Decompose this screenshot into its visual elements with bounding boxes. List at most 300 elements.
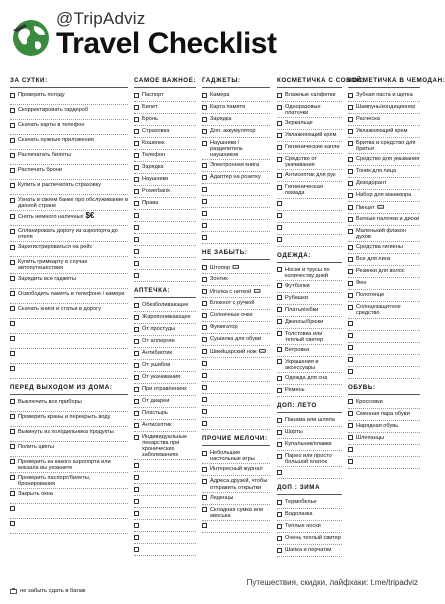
checklist-item[interactable]	[134, 508, 196, 520]
checkbox[interactable]	[277, 454, 282, 459]
checkbox[interactable]	[202, 211, 207, 216]
checklist-item[interactable]	[134, 460, 196, 472]
checkbox[interactable]	[277, 524, 282, 529]
checkbox[interactable]	[134, 423, 139, 428]
checkbox[interactable]	[134, 165, 139, 170]
checklist-item[interactable]	[10, 90, 128, 105]
checklist-item[interactable]	[10, 120, 128, 135]
checkbox[interactable]	[277, 442, 282, 447]
checklist-item[interactable]	[277, 281, 342, 293]
checkbox[interactable]	[134, 93, 139, 98]
checkbox[interactable]	[134, 411, 139, 416]
checklist-item[interactable]	[134, 138, 196, 150]
checkbox[interactable]	[202, 277, 207, 282]
checkbox[interactable]	[10, 491, 15, 496]
checklist-item[interactable]	[277, 415, 342, 427]
checkbox[interactable]	[277, 418, 282, 423]
checklist-item[interactable]	[277, 223, 342, 235]
checkbox[interactable]	[10, 260, 15, 265]
checkbox[interactable]	[134, 499, 139, 504]
checklist-item[interactable]	[134, 432, 196, 460]
checklist-item[interactable]	[10, 442, 128, 457]
checkbox[interactable]	[277, 93, 282, 98]
checklist-item[interactable]	[202, 370, 270, 382]
checklist-item[interactable]	[10, 397, 128, 412]
checkbox[interactable]	[134, 339, 139, 344]
checkbox[interactable]	[277, 133, 282, 138]
checklist-item[interactable]	[134, 520, 196, 532]
checkbox[interactable]	[277, 359, 282, 364]
checkbox[interactable]	[134, 463, 139, 468]
checklist-item[interactable]	[134, 198, 196, 210]
checklist-item[interactable]	[134, 222, 196, 234]
checklist-item[interactable]	[202, 196, 270, 208]
checkbox[interactable]	[134, 117, 139, 122]
checklist-item[interactable]	[202, 382, 270, 394]
checklist-item[interactable]	[348, 421, 420, 433]
checklist-item[interactable]	[348, 355, 420, 367]
checkbox[interactable]	[134, 327, 139, 332]
checkbox[interactable]	[10, 168, 15, 173]
checklist-item[interactable]	[348, 90, 420, 102]
checkbox[interactable]	[202, 397, 207, 402]
checkbox[interactable]	[134, 273, 139, 278]
checklist-item[interactable]	[134, 150, 196, 162]
checkbox[interactable]	[277, 512, 282, 517]
checkbox[interactable]	[10, 459, 15, 464]
checkbox[interactable]	[348, 257, 353, 262]
checkbox[interactable]	[134, 535, 139, 540]
checkbox[interactable]	[348, 345, 353, 350]
checklist-item[interactable]	[202, 505, 270, 521]
checklist-item[interactable]	[202, 406, 270, 418]
checkbox[interactable]	[10, 306, 15, 311]
checkbox[interactable]	[348, 435, 353, 440]
checkbox[interactable]	[10, 229, 15, 234]
checkbox[interactable]	[10, 366, 15, 371]
checklist-item[interactable]	[202, 358, 270, 370]
checklist-item[interactable]	[277, 118, 342, 130]
checkbox[interactable]	[277, 121, 282, 126]
checkbox[interactable]	[10, 291, 15, 296]
checklist-item[interactable]	[277, 509, 342, 521]
checklist-item[interactable]	[134, 532, 196, 544]
checklist-item[interactable]	[348, 178, 420, 190]
checklist-item[interactable]	[10, 150, 128, 165]
checklist-item[interactable]	[277, 427, 342, 439]
checklist-item[interactable]	[202, 262, 270, 274]
checkbox[interactable]	[202, 337, 207, 342]
checkbox[interactable]	[134, 351, 139, 356]
checkbox[interactable]	[277, 548, 282, 553]
checkbox[interactable]	[202, 105, 207, 110]
checklist-item[interactable]	[10, 412, 128, 427]
checklist-item[interactable]	[348, 242, 420, 254]
checkbox[interactable]	[134, 141, 139, 146]
checkbox[interactable]	[10, 276, 15, 281]
checkbox[interactable]	[134, 129, 139, 134]
checkbox[interactable]	[134, 475, 139, 480]
checklist-item[interactable]	[134, 324, 196, 336]
checkbox[interactable]	[202, 235, 207, 240]
checkbox[interactable]	[348, 245, 353, 250]
checklist-item[interactable]	[134, 408, 196, 420]
checklist-item[interactable]	[134, 270, 196, 282]
checkbox[interactable]	[134, 435, 139, 440]
checklist-item[interactable]	[202, 208, 270, 220]
checkbox[interactable]	[134, 213, 139, 218]
checklist-item[interactable]	[348, 457, 420, 469]
checklist-item[interactable]	[277, 451, 342, 467]
checkbox[interactable]	[277, 213, 282, 218]
checklist-item[interactable]	[202, 493, 270, 505]
checkbox[interactable]	[10, 429, 15, 434]
checklist-item[interactable]	[277, 142, 342, 154]
checkbox[interactable]	[10, 93, 15, 98]
checkbox[interactable]	[202, 507, 207, 512]
checklist-item[interactable]	[134, 246, 196, 258]
checkbox[interactable]	[10, 336, 15, 341]
checklist-item[interactable]	[348, 254, 420, 266]
checklist-item[interactable]	[202, 346, 270, 358]
checklist-item[interactable]	[134, 360, 196, 372]
checklist-item[interactable]	[348, 331, 420, 343]
checkbox[interactable]	[134, 249, 139, 254]
checkbox[interactable]	[134, 523, 139, 528]
checkbox[interactable]	[277, 185, 282, 190]
checkbox[interactable]	[202, 301, 207, 306]
checklist-item[interactable]	[10, 427, 128, 442]
checklist-item[interactable]	[134, 162, 196, 174]
checkbox[interactable]	[277, 173, 282, 178]
checklist-item[interactable]	[348, 397, 420, 409]
checkbox[interactable]	[202, 187, 207, 192]
checkbox[interactable]	[10, 351, 15, 356]
checklist-item[interactable]	[277, 130, 342, 142]
checkbox[interactable]	[202, 385, 207, 390]
checkbox[interactable]	[277, 331, 282, 336]
checklist-item[interactable]	[134, 496, 196, 508]
checkbox[interactable]	[134, 153, 139, 158]
checklist-item[interactable]	[202, 126, 270, 138]
checkbox[interactable]	[10, 521, 15, 526]
checkbox[interactable]	[277, 295, 282, 300]
checklist-item[interactable]	[277, 199, 342, 211]
checklist-item[interactable]	[10, 364, 128, 379]
checklist-item[interactable]	[348, 433, 420, 445]
checklist-item[interactable]	[348, 154, 420, 166]
checklist-item[interactable]	[277, 211, 342, 223]
checkbox[interactable]	[10, 399, 15, 404]
checklist-item[interactable]	[10, 105, 128, 120]
checkbox[interactable]	[202, 373, 207, 378]
checkbox[interactable]	[134, 177, 139, 182]
checkbox[interactable]	[348, 117, 353, 122]
checklist-item[interactable]	[277, 521, 342, 533]
checkbox[interactable]	[10, 198, 15, 203]
checkbox[interactable]	[10, 321, 15, 326]
checkbox[interactable]	[277, 225, 282, 230]
checkbox[interactable]	[348, 157, 353, 162]
checkbox[interactable]	[348, 141, 353, 146]
checklist-item[interactable]	[10, 211, 128, 226]
checkbox[interactable]	[10, 214, 15, 219]
checklist-item[interactable]	[10, 319, 128, 334]
checklist-item[interactable]	[134, 348, 196, 360]
checkbox[interactable]	[202, 117, 207, 122]
checkbox[interactable]	[202, 223, 207, 228]
checkbox[interactable]	[134, 547, 139, 552]
checkbox[interactable]	[202, 421, 207, 426]
checklist-item[interactable]	[10, 473, 128, 489]
checkbox[interactable]	[10, 138, 15, 143]
checklist-item[interactable]	[202, 418, 270, 430]
checklist-item[interactable]	[134, 336, 196, 348]
checkbox[interactable]	[10, 475, 15, 480]
checklist-item[interactable]	[348, 190, 420, 202]
checkbox[interactable]	[134, 225, 139, 230]
checkbox[interactable]	[10, 153, 15, 158]
checklist-item[interactable]	[202, 232, 270, 244]
checklist-item[interactable]	[134, 210, 196, 222]
checklist-item[interactable]	[202, 274, 270, 286]
checklist-item[interactable]	[348, 214, 420, 226]
checkbox[interactable]	[348, 423, 353, 428]
checklist-item[interactable]	[348, 343, 420, 355]
checklist-item[interactable]	[10, 257, 128, 273]
checklist-item[interactable]	[134, 384, 196, 396]
checklist-item[interactable]	[134, 472, 196, 484]
checklist-item[interactable]	[277, 385, 342, 397]
checklist-item[interactable]	[10, 289, 128, 304]
checklist-item[interactable]	[134, 234, 196, 246]
checkbox[interactable]	[277, 237, 282, 242]
checkbox[interactable]	[202, 361, 207, 366]
checkbox[interactable]	[202, 467, 207, 472]
checklist-item[interactable]	[134, 544, 196, 556]
checklist-item[interactable]	[202, 172, 270, 184]
checkbox[interactable]	[348, 357, 353, 362]
checklist-item[interactable]	[277, 182, 342, 198]
checklist-item[interactable]	[202, 286, 270, 298]
checkbox[interactable]	[348, 305, 353, 310]
checkbox[interactable]	[134, 201, 139, 206]
checkbox[interactable]	[134, 105, 139, 110]
checklist-item[interactable]	[202, 464, 270, 476]
checklist-item[interactable]	[277, 90, 342, 102]
checklist-item[interactable]	[277, 293, 342, 305]
checkbox[interactable]	[202, 409, 207, 414]
checklist-item[interactable]	[10, 519, 128, 534]
checkbox[interactable]	[10, 108, 15, 113]
checkbox[interactable]	[10, 414, 15, 419]
checklist-item[interactable]	[277, 345, 342, 357]
checkbox[interactable]	[202, 93, 207, 98]
checklist-item[interactable]	[10, 242, 128, 257]
checkbox[interactable]	[277, 376, 282, 381]
checklist-item[interactable]	[348, 202, 420, 214]
checkbox[interactable]	[348, 181, 353, 186]
checkbox[interactable]	[202, 129, 207, 134]
checklist-item[interactable]	[277, 357, 342, 373]
checkbox[interactable]	[134, 399, 139, 404]
checkbox[interactable]	[202, 479, 207, 484]
checklist-item[interactable]	[202, 160, 270, 172]
checklist-item[interactable]	[202, 394, 270, 406]
checkbox[interactable]	[202, 523, 207, 528]
checkbox[interactable]	[202, 175, 207, 180]
checkbox[interactable]	[277, 500, 282, 505]
checklist-item[interactable]	[10, 457, 128, 473]
checklist-item[interactable]	[277, 439, 342, 451]
checkbox[interactable]	[348, 369, 353, 374]
checkbox[interactable]	[348, 293, 353, 298]
checklist-item[interactable]	[134, 126, 196, 138]
checkbox[interactable]	[277, 319, 282, 324]
checklist-item[interactable]	[277, 533, 342, 545]
checkbox[interactable]	[348, 447, 353, 452]
checklist-item[interactable]	[277, 329, 342, 345]
checklist-item[interactable]	[202, 310, 270, 322]
checklist-item[interactable]	[10, 135, 128, 150]
checklist-item[interactable]	[10, 180, 128, 195]
checkbox[interactable]	[348, 229, 353, 234]
checklist-item[interactable]	[348, 138, 420, 154]
checkbox[interactable]	[348, 459, 353, 464]
checklist-item[interactable]	[134, 396, 196, 408]
checkbox[interactable]	[348, 129, 353, 134]
checkbox[interactable]	[348, 169, 353, 174]
checkbox[interactable]	[134, 511, 139, 516]
checklist-item[interactable]	[348, 319, 420, 331]
checklist-item[interactable]	[348, 409, 420, 421]
checkbox[interactable]	[134, 315, 139, 320]
checkbox[interactable]	[10, 444, 15, 449]
checklist-item[interactable]	[202, 322, 270, 334]
checklist-item[interactable]	[202, 298, 270, 310]
checkbox[interactable]	[10, 123, 15, 128]
checklist-item[interactable]	[134, 312, 196, 324]
checklist-item[interactable]	[277, 373, 342, 385]
checkbox[interactable]	[202, 325, 207, 330]
checklist-item[interactable]	[348, 290, 420, 302]
checkbox[interactable]	[277, 145, 282, 150]
checklist-item[interactable]	[277, 317, 342, 329]
checkbox[interactable]	[277, 388, 282, 393]
checklist-item[interactable]	[202, 138, 270, 160]
checklist-item[interactable]	[277, 305, 342, 317]
checkbox[interactable]	[277, 347, 282, 352]
checkbox[interactable]	[202, 265, 207, 270]
checklist-item[interactable]	[348, 114, 420, 126]
checkbox[interactable]	[10, 245, 15, 250]
checklist-item[interactable]	[348, 126, 420, 138]
checklist-item[interactable]	[10, 334, 128, 349]
checklist-item[interactable]	[134, 174, 196, 186]
checklist-item[interactable]	[10, 489, 128, 504]
checkbox[interactable]	[10, 183, 15, 188]
checkbox[interactable]	[348, 217, 353, 222]
checkbox[interactable]	[277, 470, 282, 475]
checklist-item[interactable]	[277, 154, 342, 170]
checkbox[interactable]	[202, 141, 207, 146]
checkbox[interactable]	[202, 349, 207, 354]
checkbox[interactable]	[348, 281, 353, 286]
checklist-item[interactable]	[134, 258, 196, 270]
checklist-item[interactable]	[348, 102, 420, 114]
checklist-item[interactable]	[277, 467, 342, 479]
checklist-item[interactable]	[134, 372, 196, 384]
checkbox[interactable]	[134, 237, 139, 242]
checkbox[interactable]	[277, 201, 282, 206]
checklist-item[interactable]	[10, 274, 128, 289]
checkbox[interactable]	[202, 313, 207, 318]
checkbox[interactable]	[134, 363, 139, 368]
checklist-item[interactable]	[10, 304, 128, 319]
checklist-item[interactable]	[277, 170, 342, 182]
checkbox[interactable]	[202, 289, 207, 294]
checklist-item[interactable]	[134, 102, 196, 114]
checklist-item[interactable]	[202, 220, 270, 232]
checkbox[interactable]	[348, 193, 353, 198]
checklist-item[interactable]	[277, 545, 342, 557]
checkbox[interactable]	[134, 387, 139, 392]
checkbox[interactable]	[134, 487, 139, 492]
checklist-item[interactable]	[202, 476, 270, 492]
checklist-item[interactable]	[10, 349, 128, 364]
checklist-item[interactable]	[202, 334, 270, 346]
checklist-item[interactable]	[134, 90, 196, 102]
checkbox[interactable]	[277, 430, 282, 435]
checkbox[interactable]	[134, 261, 139, 266]
checkbox[interactable]	[348, 93, 353, 98]
checkbox[interactable]	[348, 321, 353, 326]
checkbox[interactable]	[348, 411, 353, 416]
checklist-item[interactable]	[10, 195, 128, 211]
checkbox[interactable]	[202, 199, 207, 204]
checklist-item[interactable]	[134, 420, 196, 432]
checkbox[interactable]	[348, 269, 353, 274]
checklist-item[interactable]	[348, 445, 420, 457]
checklist-item[interactable]	[348, 166, 420, 178]
checklist-item[interactable]	[348, 278, 420, 290]
checklist-item[interactable]	[277, 102, 342, 118]
checklist-item[interactable]	[10, 504, 128, 519]
checklist-item[interactable]	[348, 266, 420, 278]
checkbox[interactable]	[10, 506, 15, 511]
checkbox[interactable]	[202, 451, 207, 456]
checklist-item[interactable]	[134, 114, 196, 126]
checkbox[interactable]	[348, 333, 353, 338]
checklist-item[interactable]	[134, 186, 196, 198]
checkbox[interactable]	[134, 375, 139, 380]
checklist-item[interactable]	[202, 448, 270, 464]
checklist-item[interactable]	[277, 235, 342, 247]
checkbox[interactable]	[134, 189, 139, 194]
checkbox[interactable]	[202, 163, 207, 168]
checklist-item[interactable]	[202, 114, 270, 126]
checklist-item[interactable]	[277, 497, 342, 509]
checkbox[interactable]	[277, 307, 282, 312]
checkbox[interactable]	[277, 157, 282, 162]
checkbox[interactable]	[202, 495, 207, 500]
checklist-item[interactable]	[10, 226, 128, 242]
checkbox[interactable]	[277, 105, 282, 110]
checklist-item[interactable]	[348, 302, 420, 318]
checklist-item[interactable]	[277, 265, 342, 281]
checklist-item[interactable]	[202, 521, 270, 533]
checkbox[interactable]	[348, 399, 353, 404]
